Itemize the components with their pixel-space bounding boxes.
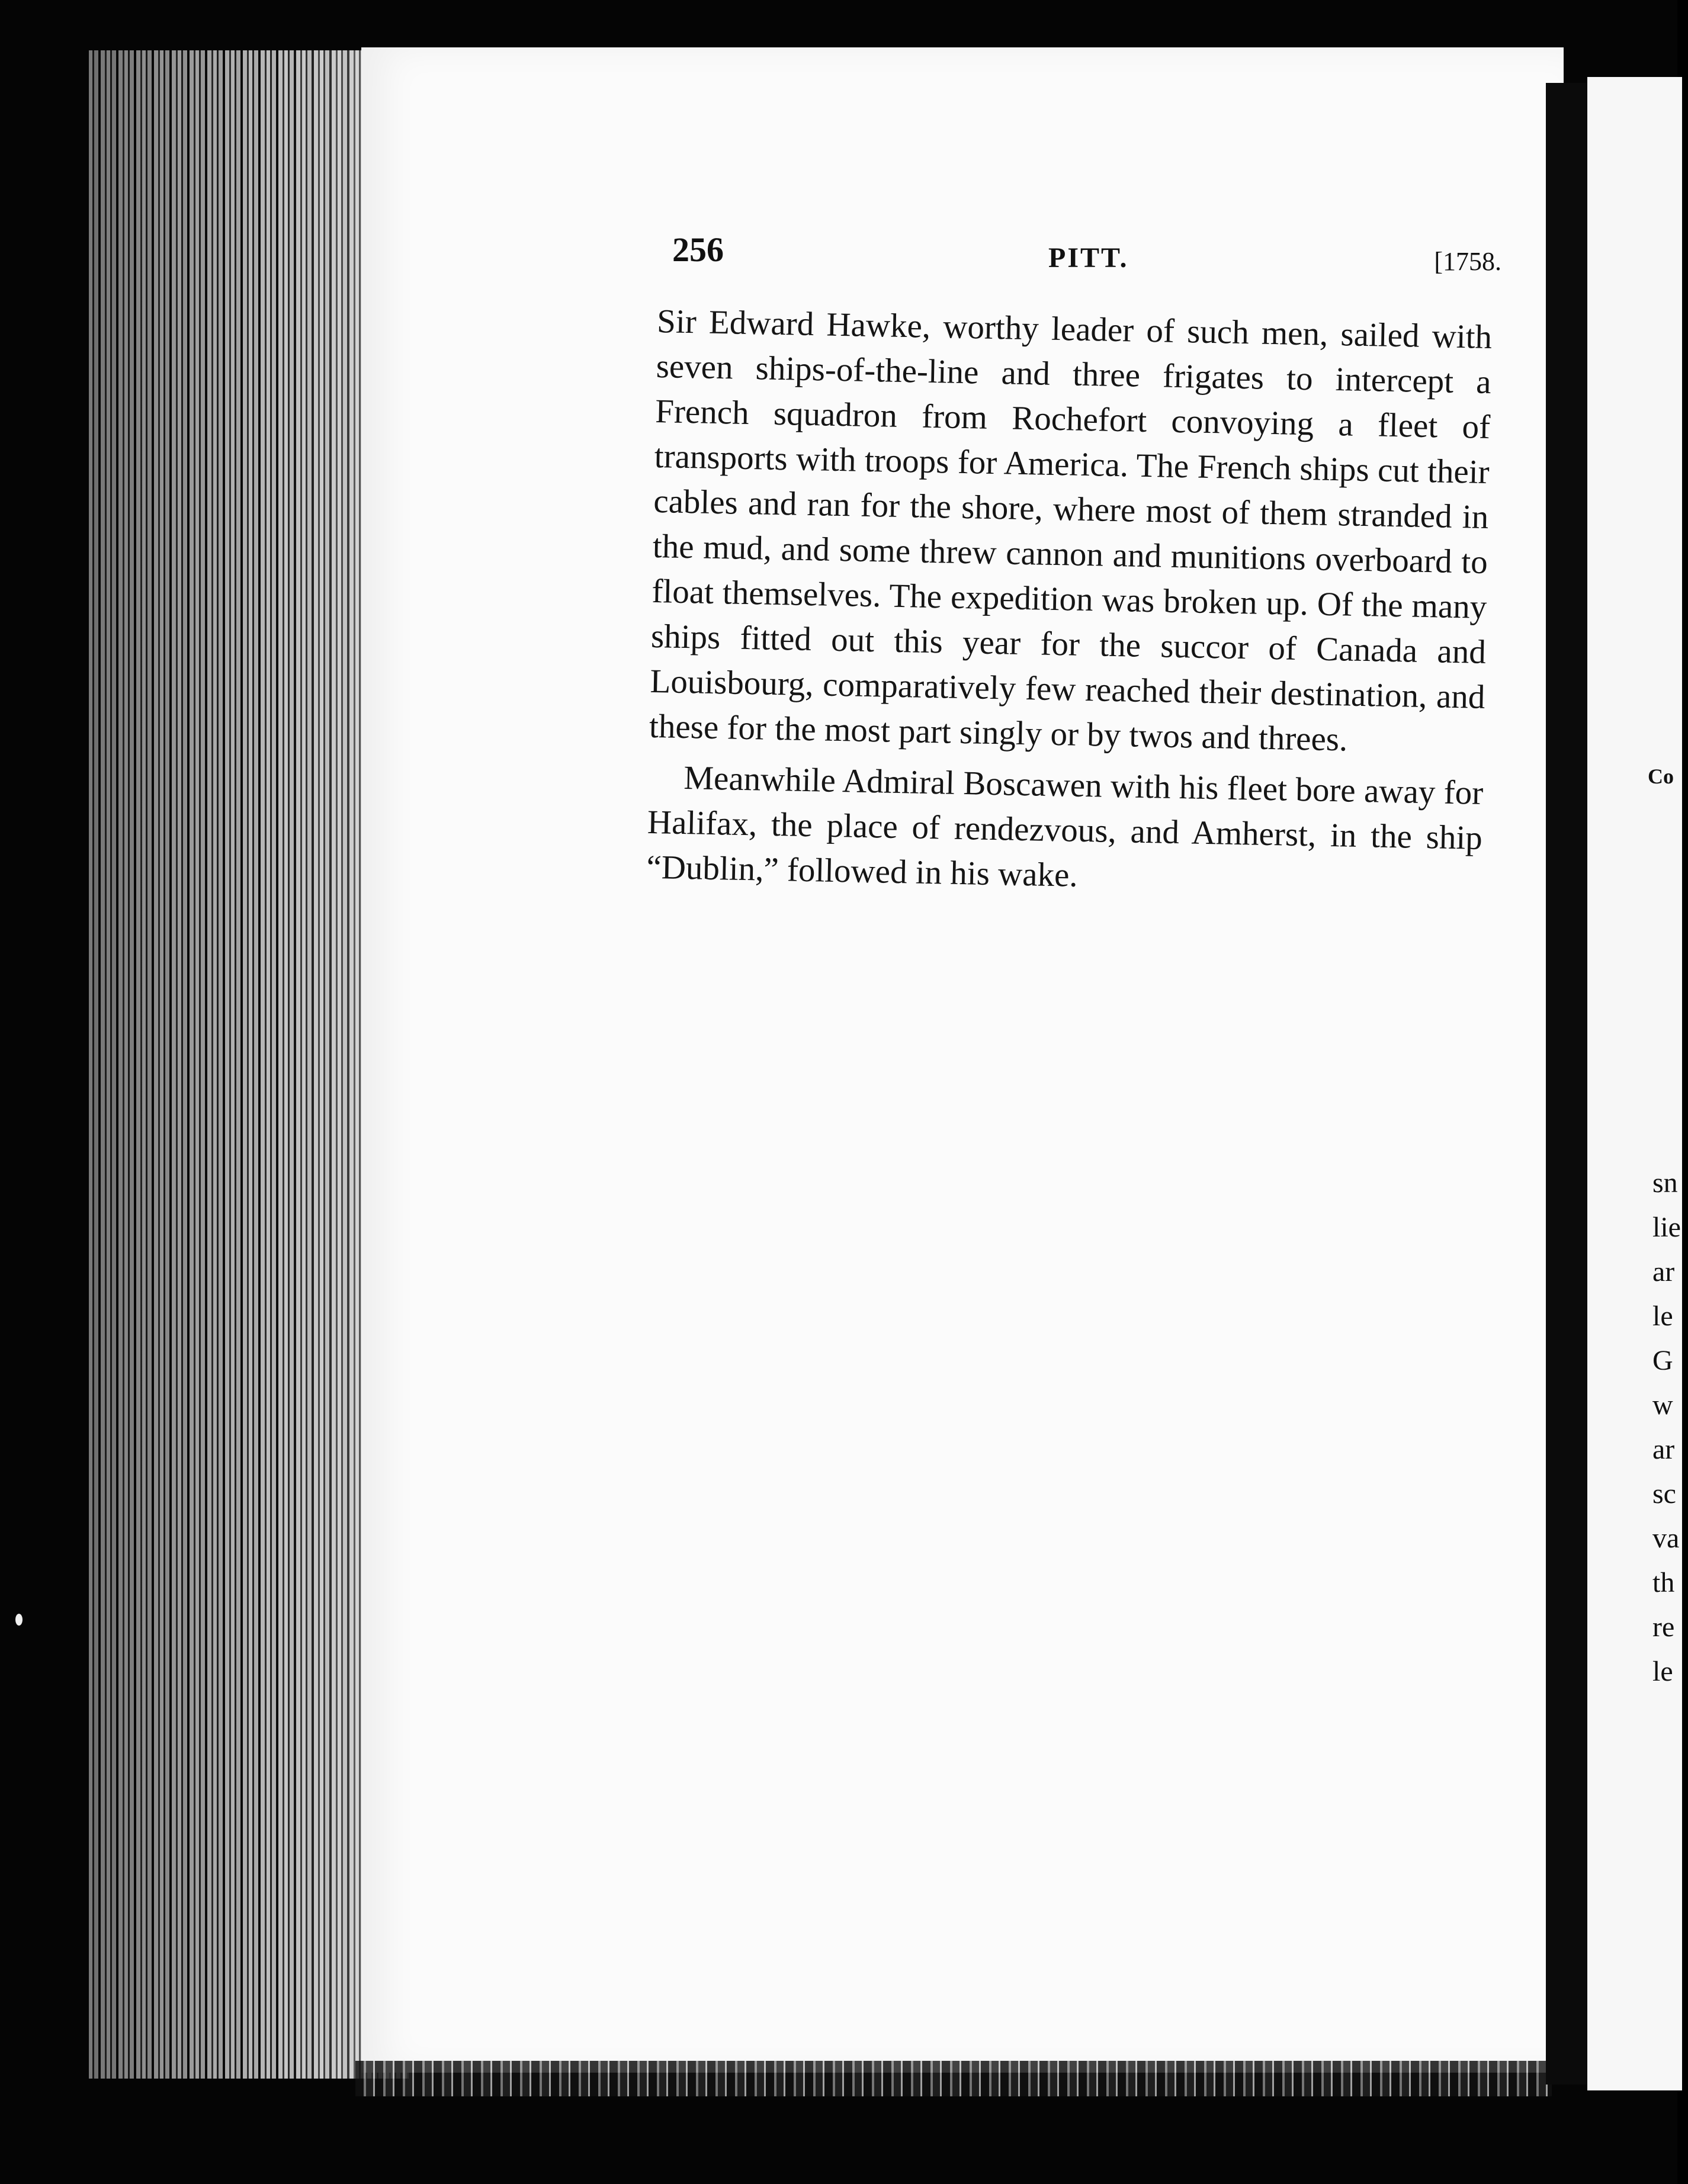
facing-line-fragment: le: [1652, 1300, 1673, 1332]
facing-line-fragment: G: [1652, 1345, 1673, 1376]
facing-line-fragment: sn: [1652, 1167, 1678, 1199]
page-number: 256: [672, 230, 724, 269]
running-head: PITT.: [1048, 242, 1129, 274]
facing-line-fragment: le: [1652, 1656, 1673, 1687]
facing-line-fragment: w: [1652, 1389, 1673, 1421]
page-bottom-edge: [355, 2061, 1552, 2096]
facing-line-fragment: ar: [1652, 1434, 1675, 1465]
facing-page-side-fragment: Co: [1648, 765, 1674, 788]
paragraph-2: Meanwhile Admiral Boscawen with his fleet bore away for Halifax, the place of rendezvous, and Amherst, in the ship “Dublin,” followed in his wake.: [646, 759, 1484, 894]
facing-line-fragment: sc: [1652, 1478, 1676, 1509]
book-gutter: [1546, 83, 1587, 2085]
facing-line-fragment: re: [1652, 1611, 1675, 1643]
body-text: [646, 299, 1493, 906]
facing-line-fragment: lie: [1652, 1212, 1681, 1243]
paragraph-1: Sir Edward Hawke, worthy leader of such men, sailed with seven ships-of-the-line and three frigates to intercept a French squadron from Rochefort convoying a fleet of transports with troops for America. The French ships cut their cables and ran for the shore, where most of them stranded in the mud, and some threw cannon and munitions overboard to float themselves. The expedition was broken up. Of the many ships fitted out this year for the succor of Canada and Louisbourg, comparatively few reached their destination, and these for the most part singly or by twos and threes.: [649, 302, 1493, 759]
book-page-edges: [89, 50, 409, 2079]
facing-page: [1587, 77, 1682, 2090]
page-header: [672, 230, 1501, 277]
facing-line-fragment: va: [1652, 1523, 1680, 1554]
facing-line-fragment: ar: [1652, 1256, 1675, 1287]
facing-line-fragment: th: [1652, 1567, 1675, 1598]
scan-speck: [15, 1614, 23, 1626]
year-mark: [1758.: [1434, 247, 1501, 276]
facing-page-text-fragments: [1652, 1161, 1688, 1694]
